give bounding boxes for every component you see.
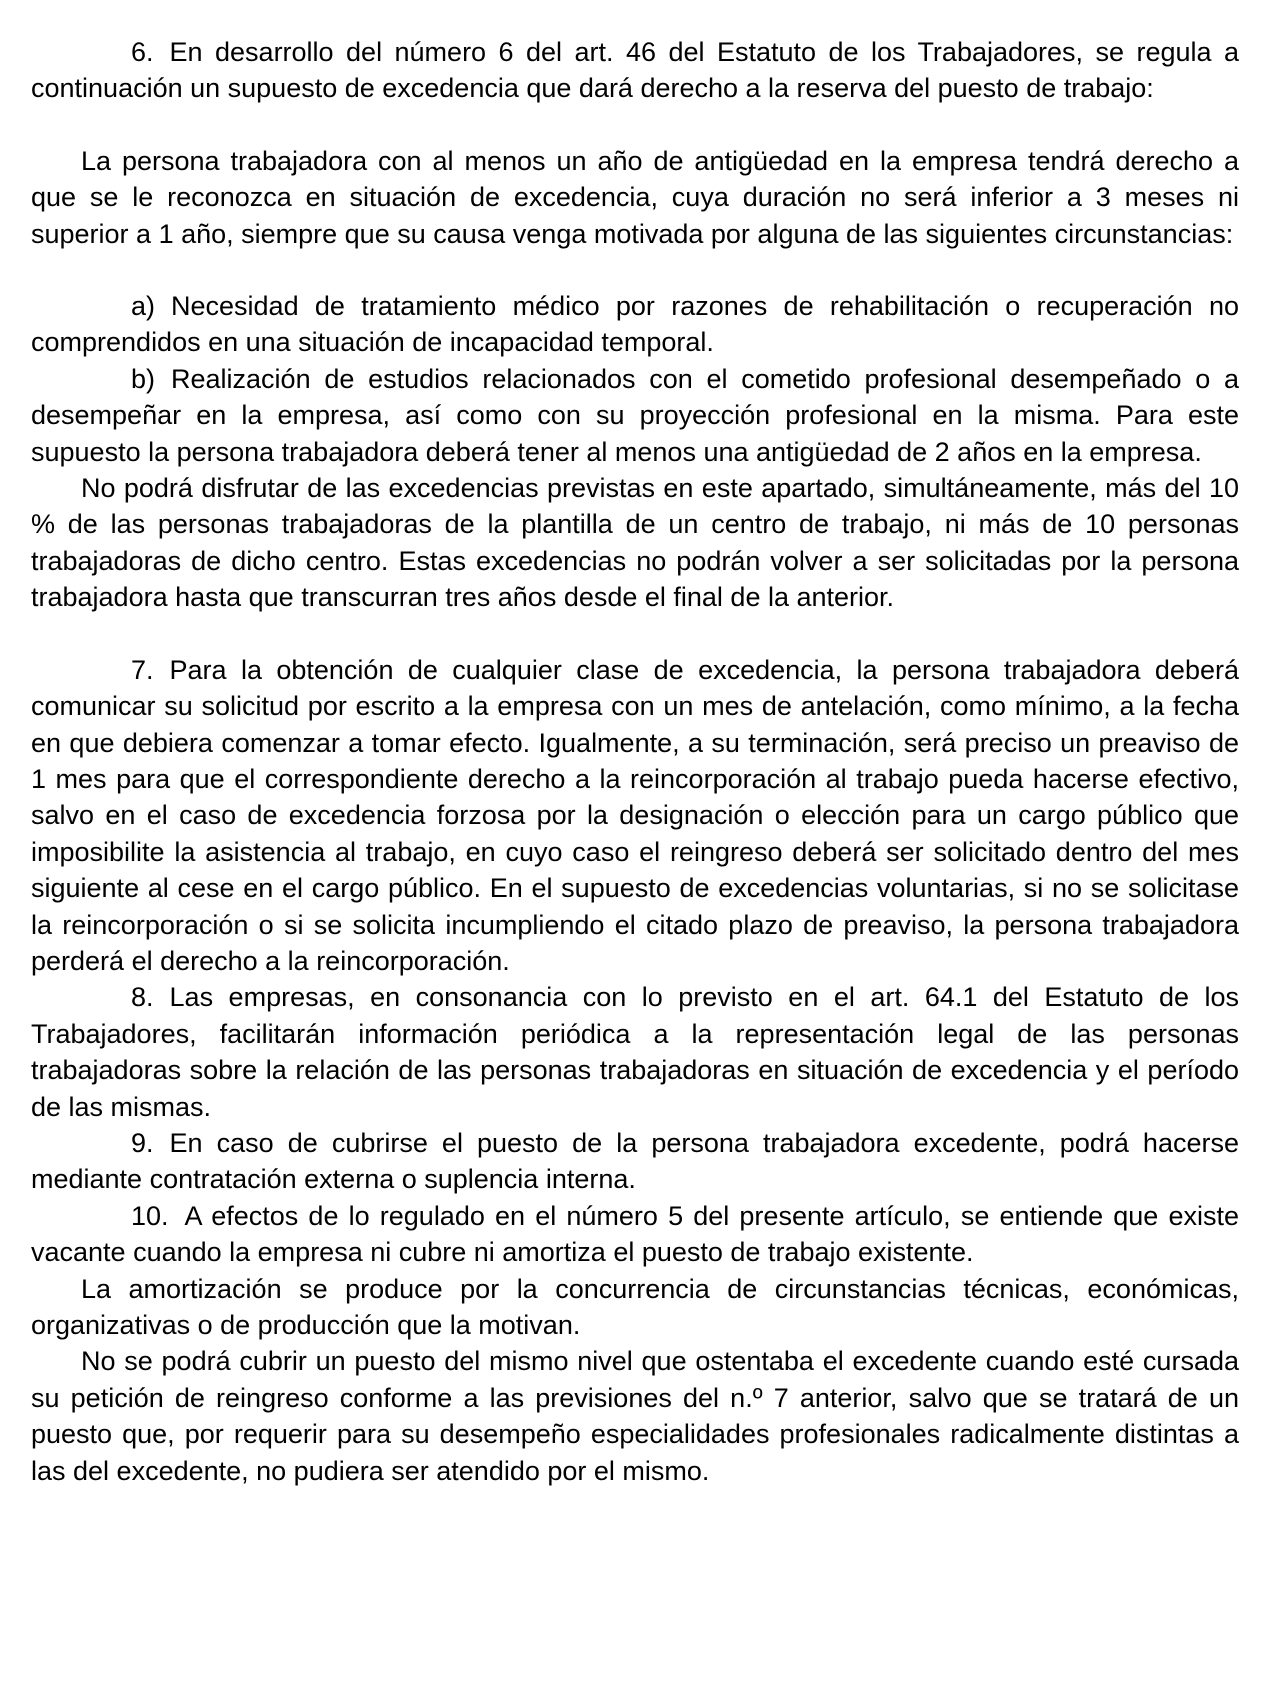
paragraph-text: No podrá disfrutar de las excedencias previstas en este apartado, simultáneamente, más del 10 % de las personas trabajadoras de la plantilla de un centro de trabajo, ni más de 10 personas trabajadoras de dicho centro. Estas excedencias no podrán volver a ser solicitadas por la persona trabajadora hasta que transcurran tres años desde el final de la anterior. (31, 473, 1239, 613)
paragraph-text: La persona trabajadora con al menos un año de antigüedad en la empresa tendrá derecho a que se le reconozca en situación de excedencia, cuya duración no será inferior a 3 meses ni superior a 1 año, siempre que su causa venga motivada por alguna de las siguientes circunstancias: (31, 145, 1239, 249)
paragraph-text: En caso de cubrirse el puesto de la persona trabajadora excedente, podrá hacerse mediante contratación externa o suplencia interna. (31, 1127, 1239, 1195)
paragraph-6-a (31, 288, 1239, 361)
document-body (31, 34, 1239, 1489)
paragraph-number: b) (131, 363, 156, 394)
paragraph-number: 7. (131, 654, 154, 685)
paragraph-10 (31, 1198, 1239, 1271)
paragraph-number: 8. (131, 982, 154, 1013)
paragraph-number: 9. (131, 1127, 154, 1158)
paragraph-text: Realización de estudios relacionados con el cometido profesional desempeñado o a desempeñar en la empresa, así como con su proyección profesional en la misma. Para este supuesto la persona trabajadora deberá tener al menos una antigüedad de 2 años en la empresa. (31, 363, 1239, 467)
paragraph-text: Necesidad de tratamiento médico por razones de rehabilitación o recuperación no comprendidos en una situación de incapacidad temporal. (31, 291, 1239, 358)
paragraph-6-limit (31, 470, 1239, 616)
paragraph-6-b (31, 361, 1239, 470)
paragraph-text: Las empresas, en consonancia con lo previsto en el art. 64.1 del Estatuto de los Trabajadores, facilitarán información periódica a la representación legal de las personas trabajadoras sobre la relación de las personas trabajadoras en situación de excedencia y el período de las mismas. (31, 982, 1239, 1122)
paragraph-number: a) (131, 291, 156, 322)
paragraph-number: 10. (131, 1200, 169, 1231)
paragraph-10-amortization (31, 1271, 1239, 1344)
paragraph-10-coverage (31, 1343, 1239, 1489)
paragraph-7 (31, 652, 1239, 980)
paragraph-text: En desarrollo del número 6 del art. 46 del Estatuto de los Trabajadores, se regula a continuación un supuesto de excedencia que dará derecho a la reserva del puesto de trabajo: (31, 37, 1239, 104)
paragraph-text: No se podrá cubrir un puesto del mismo nivel que ostentaba el excedente cuando esté cursada su petición de reingreso conforme a las previsiones del n.º 7 anterior, salvo que se tratará de un puesto que, por requerir para su desempeño especialidades profesionales radicalmente distintas a las del excedente, no pudiera ser atendido por el mismo. (31, 1346, 1239, 1486)
paragraph-6 (31, 34, 1239, 107)
paragraph-9 (31, 1125, 1239, 1198)
paragraph-number: 6. (131, 37, 154, 67)
paragraph-text: Para la obtención de cualquier clase de excedencia, la persona trabajadora deberá comunicar su solicitud por escrito a la empresa con un mes de antelación, como mínimo, a la fecha en que debiera comenzar a tomar efecto. Igualmente, a su terminación, será preciso un preaviso de 1 mes para que el correspondiente derecho a la reincorporación al trabajo pueda hacerse efectivo, salvo en el caso de excedencia forzosa por la designación o elección para un cargo público que imposibilite la asistencia al trabajo, en cuyo caso el reingreso deberá ser solicitado dentro del mes siguiente al cese en el cargo público. En el supuesto de excedencias voluntarias, si no se solicitase la reincorporación o si se solicita incumpliendo el citado plazo de preaviso, la persona trabajadora perderá el derecho a la reincorporación. (31, 654, 1239, 976)
paragraph-6-intro (31, 143, 1239, 252)
paragraph-text: A efectos de lo regulado en el número 5 del presente artículo, se entiende que existe vacante cuando la empresa ni cubre ni amortiza el puesto de trabajo existente. (31, 1200, 1239, 1268)
paragraph-8 (31, 979, 1239, 1125)
paragraph-text: La amortización se produce por la concurrencia de circunstancias técnicas, económicas, organizativas o de producción que la motivan. (31, 1273, 1239, 1340)
